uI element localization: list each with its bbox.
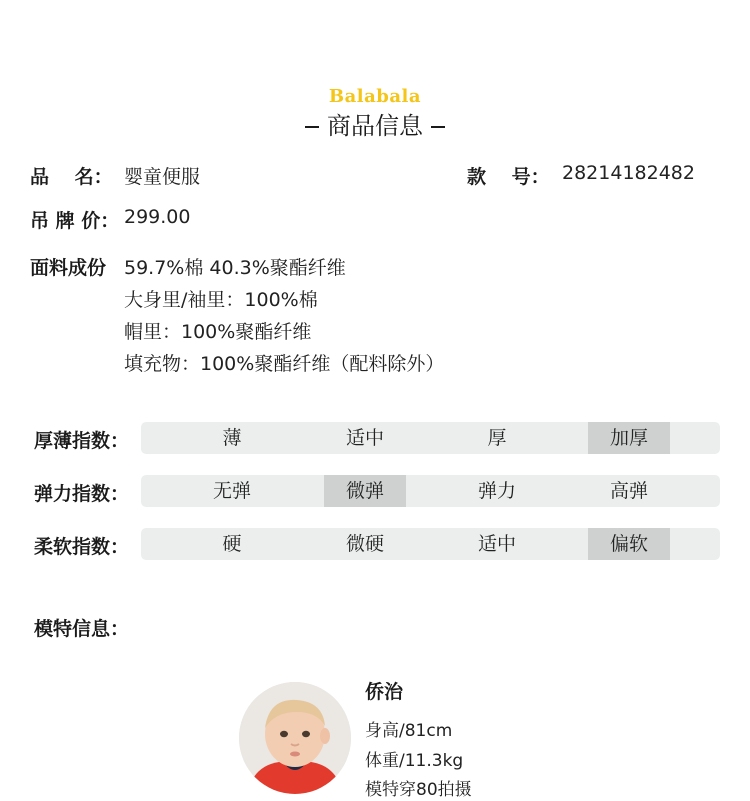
scale-option: 微硬 [345,533,384,555]
scale-option: 无弹 [212,480,251,502]
model-name: 侨治 [365,681,404,703]
scale-option: 适中 [345,427,384,449]
elasticity-scale-label: 弹力指数： [34,483,130,505]
thickness-scale-label: 厚薄指数： [34,430,130,452]
scale-option: 弹力 [477,480,516,502]
fabric-line: 59.7%棉 40.3%聚酯纤维 [124,257,346,279]
scale-option: 厚 [487,427,507,449]
elasticity-scale [0,475,750,509]
elasticity-scale-bar [141,475,720,507]
title-dash-left [305,126,319,128]
product-name-label: 品 名： [30,166,113,188]
price-value: 299.00 [124,206,191,228]
scale-option: 适中 [477,533,516,555]
title-dash-right [431,126,445,128]
scale-option-selected: 偏软 [588,528,670,560]
softness-scale-bar [141,528,720,560]
fabric-line: 帽里：100%聚酯纤维 [124,321,312,343]
model-avatar [239,682,351,794]
softness-scale-label: 柔软指数： [34,536,130,558]
product-sku-value: 28214182482 [562,162,695,184]
section-title-text: 商品信息 [327,112,423,140]
price-label: 吊 牌 价： [30,210,120,232]
product-sku-label: 款 号： [467,166,550,188]
scale-option: 高弹 [609,480,648,502]
model-section-label: 模特信息： [34,618,130,640]
thickness-scale-bar [141,422,720,454]
product-name-value: 婴童便服 [124,166,201,188]
scale-option-selected: 加厚 [588,422,670,454]
section-title [0,106,750,141]
scale-option-selected: 微弹 [324,475,406,507]
scale-option: 薄 [222,427,242,449]
softness-scale [0,528,750,562]
model-weight: 体重/11.3kg [365,751,464,771]
scale-option: 硬 [222,533,242,555]
fabric-line: 填充物：100%聚酯纤维（配料除外） [124,353,445,375]
thickness-scale [0,422,750,456]
brand-logo: Balabala [328,86,422,107]
fabric-label: 面料成份 [30,257,107,279]
model-size-worn: 模特穿80拍摄 [365,780,472,800]
fabric-line: 大身里/袖里：100%棉 [124,289,318,311]
model-height: 身高/81cm [365,721,453,741]
model-photo-illustration [239,682,351,794]
